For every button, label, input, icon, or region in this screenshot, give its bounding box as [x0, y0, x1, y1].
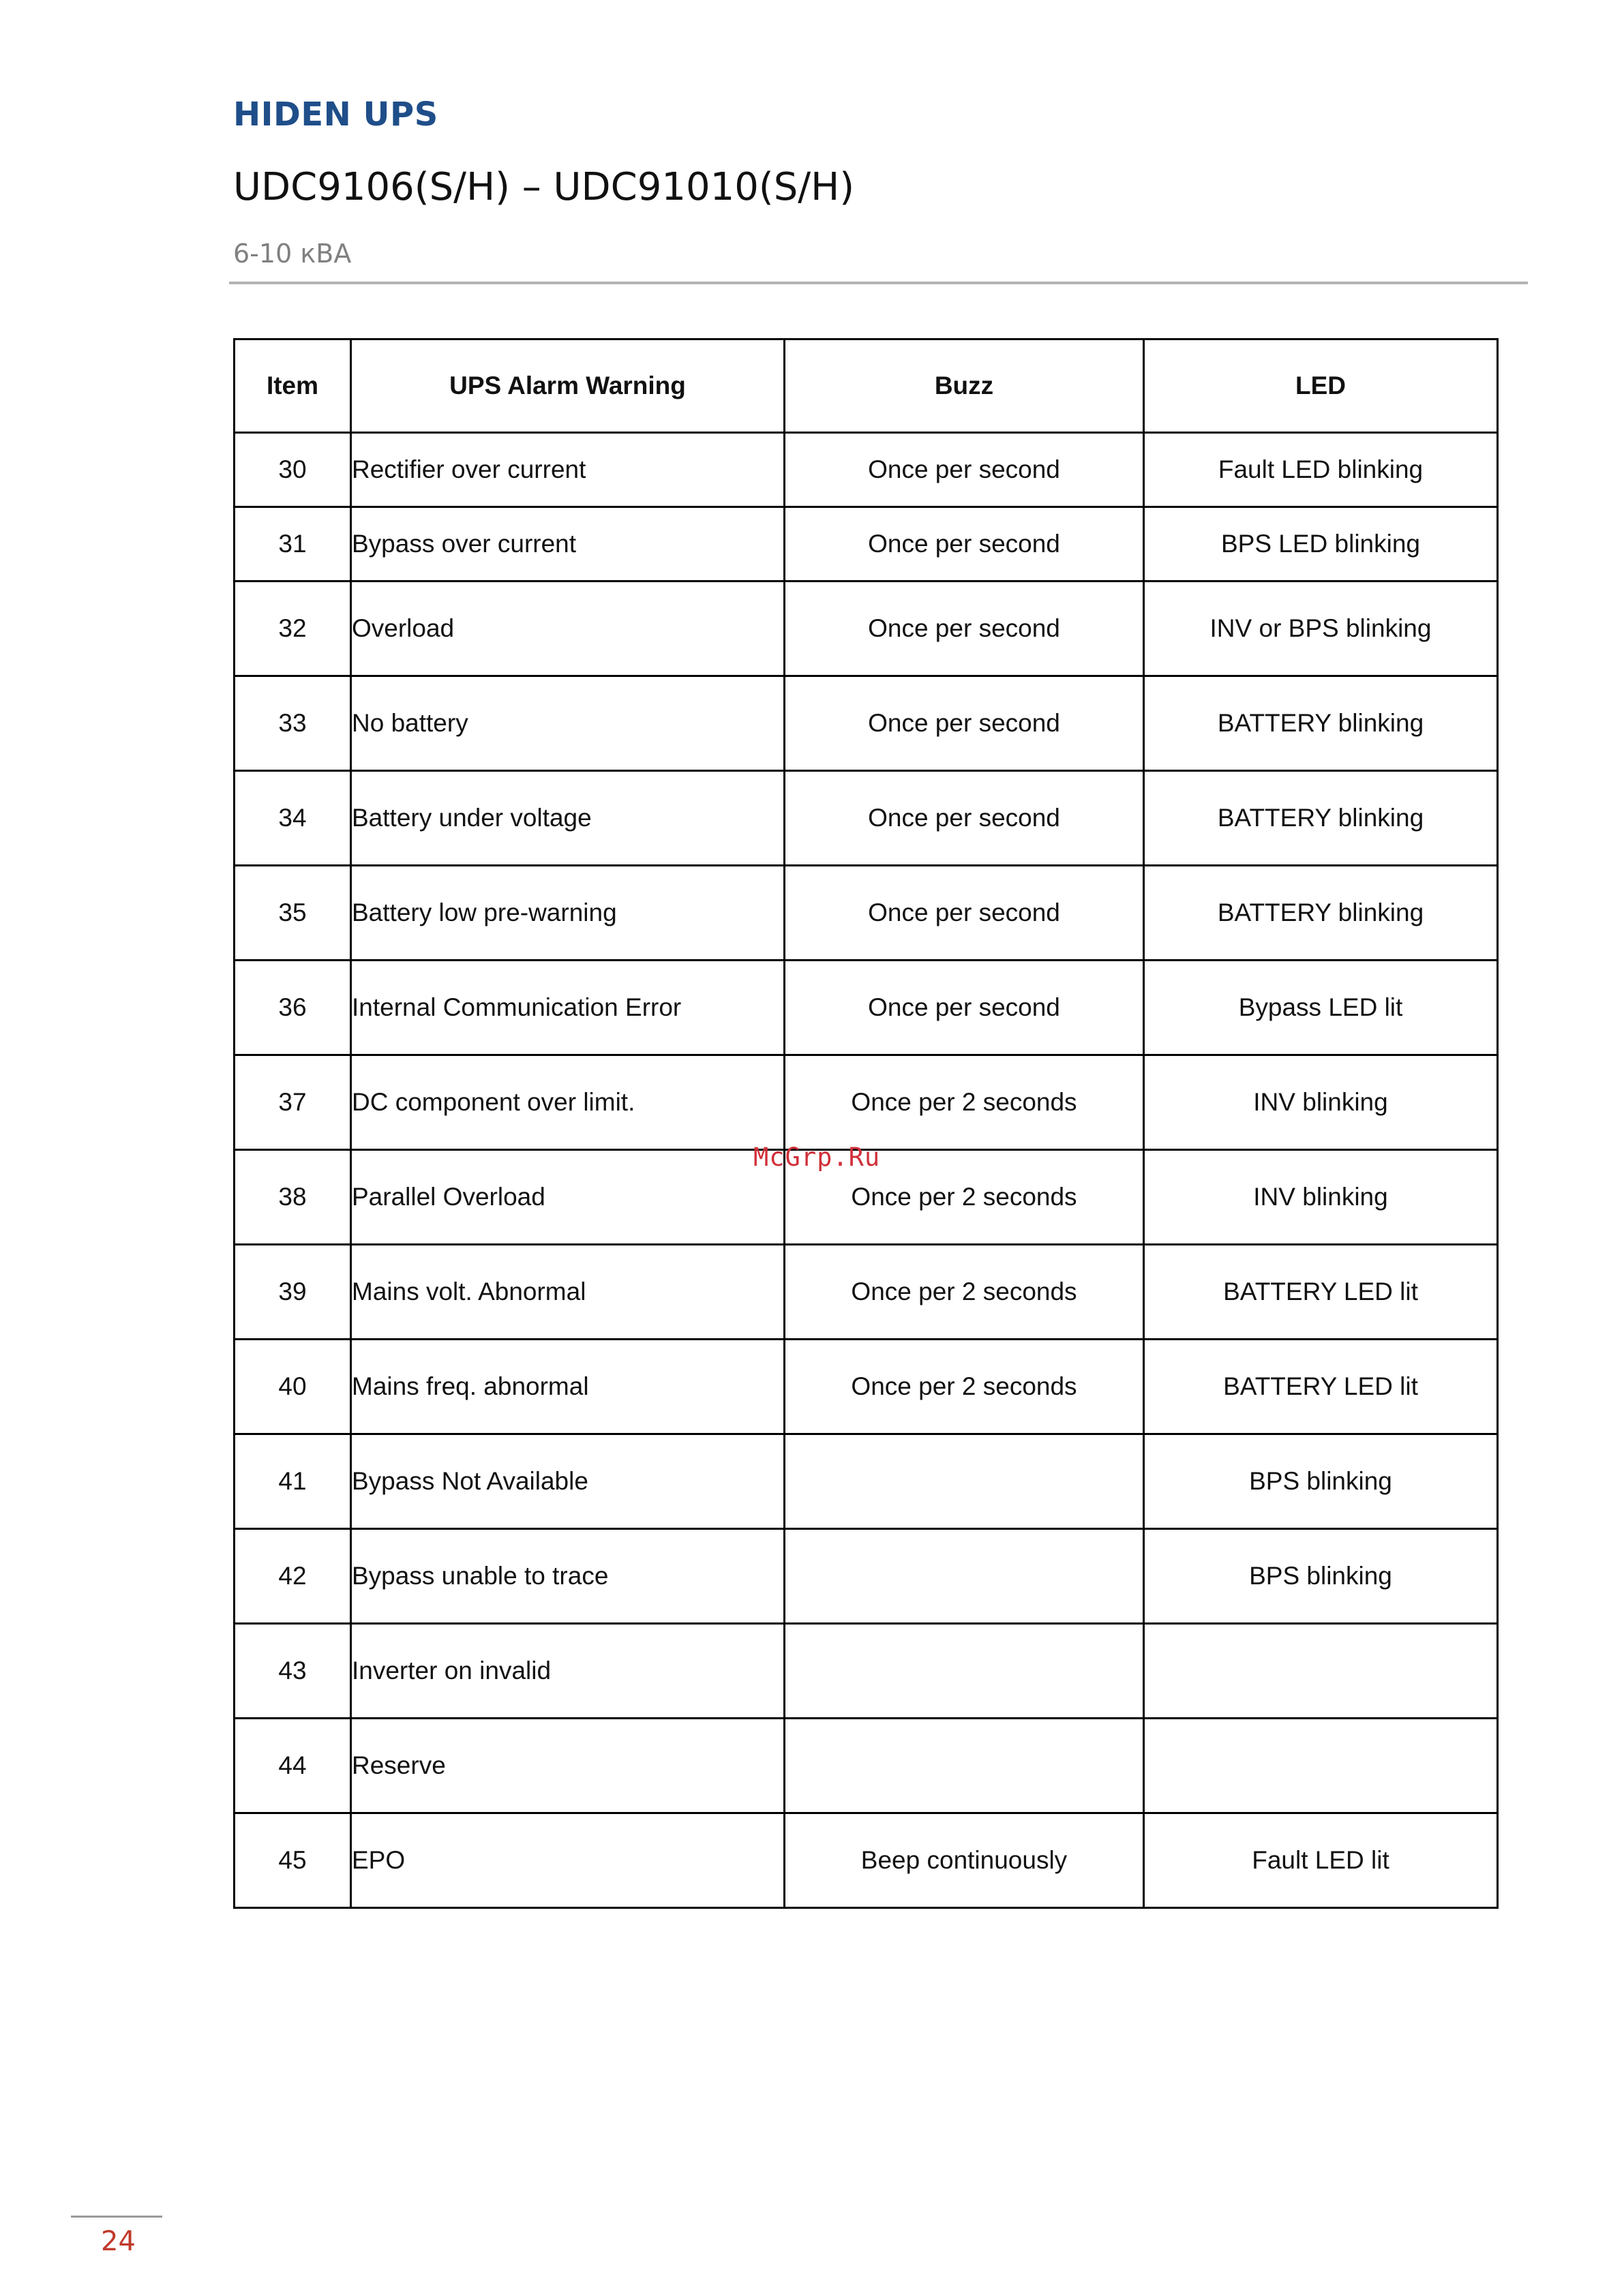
cell-item: 42 — [235, 1529, 351, 1624]
cell-led: BPS LED blinking — [1144, 507, 1498, 581]
table-row — [235, 1055, 1498, 1150]
table-row — [235, 1529, 1498, 1624]
table-row — [235, 1813, 1498, 1908]
cell-warning: Bypass unable to trace — [351, 1529, 785, 1624]
cell-warning: No battery — [351, 676, 785, 771]
table-row — [235, 1434, 1498, 1529]
cell-buzz — [785, 1434, 1144, 1529]
cell-warning: Bypass Not Available — [351, 1434, 785, 1529]
column-header-warning: UPS Alarm Warning — [351, 339, 785, 433]
cell-led: BATTERY blinking — [1144, 676, 1498, 771]
cell-item: 44 — [235, 1719, 351, 1813]
cell-item: 36 — [235, 961, 351, 1055]
cell-warning: Inverter on invalid — [351, 1624, 785, 1719]
cell-buzz: Once per second — [785, 507, 1144, 581]
table-row — [235, 1245, 1498, 1340]
cell-led: BATTERY blinking — [1144, 771, 1498, 866]
cell-led — [1144, 1624, 1498, 1719]
cell-item: 40 — [235, 1340, 351, 1434]
table-row — [235, 433, 1498, 507]
table-row — [235, 1340, 1498, 1434]
cell-item: 31 — [235, 507, 351, 581]
cell-item: 33 — [235, 676, 351, 771]
cell-warning: EPO — [351, 1813, 785, 1908]
cell-led: INV blinking — [1144, 1150, 1498, 1245]
cell-led: INV or BPS blinking — [1144, 581, 1498, 676]
cell-item: 30 — [235, 433, 351, 507]
cell-warning: Battery low pre-warning — [351, 866, 785, 961]
cell-item: 41 — [235, 1434, 351, 1529]
table-row — [235, 676, 1498, 771]
page-number: 24 — [101, 2226, 136, 2257]
cell-led: BATTERY LED lit — [1144, 1340, 1498, 1434]
power-range: 6-10 кВА — [233, 239, 352, 269]
cell-buzz: Once per 2 seconds — [785, 1055, 1144, 1150]
cell-warning: Overload — [351, 581, 785, 676]
cell-warning: Bypass over current — [351, 507, 785, 581]
alarm-table — [233, 338, 1499, 1909]
table-row — [235, 1719, 1498, 1813]
cell-buzz: Once per second — [785, 961, 1144, 1055]
cell-buzz: Once per 2 seconds — [785, 1150, 1144, 1245]
column-header-item: Item — [235, 339, 351, 433]
cell-buzz — [785, 1719, 1144, 1813]
cell-led: BPS blinking — [1144, 1529, 1498, 1624]
table-row — [235, 1624, 1498, 1719]
cell-led: Fault LED lit — [1144, 1813, 1498, 1908]
cell-led: BPS blinking — [1144, 1434, 1498, 1529]
cell-warning: DC component over limit. — [351, 1055, 785, 1150]
cell-led: BATTERY blinking — [1144, 866, 1498, 961]
header-divider — [229, 282, 1528, 284]
cell-item: 34 — [235, 771, 351, 866]
cell-warning: Mains volt. Abnormal — [351, 1245, 785, 1340]
table-header-row — [235, 339, 1498, 433]
cell-led — [1144, 1719, 1498, 1813]
table-row — [235, 581, 1498, 676]
cell-led: Bypass LED lit — [1144, 961, 1498, 1055]
cell-buzz: Beep continuously — [785, 1813, 1144, 1908]
cell-led: BATTERY LED lit — [1144, 1245, 1498, 1340]
cell-warning: Mains freq. abnormal — [351, 1340, 785, 1434]
cell-item: 38 — [235, 1150, 351, 1245]
cell-item: 39 — [235, 1245, 351, 1340]
cell-buzz: Once per second — [785, 433, 1144, 507]
cell-item: 43 — [235, 1624, 351, 1719]
cell-buzz — [785, 1624, 1144, 1719]
cell-item: 45 — [235, 1813, 351, 1908]
cell-warning: Parallel Overload — [351, 1150, 785, 1245]
watermark-text: McGrp.Ru — [753, 1143, 881, 1172]
table-row — [235, 507, 1498, 581]
brand-title: HIDEN UPS — [233, 95, 438, 134]
cell-item: 35 — [235, 866, 351, 961]
cell-warning: Rectifier over current — [351, 433, 785, 507]
cell-buzz: Once per second — [785, 581, 1144, 676]
table-row — [235, 961, 1498, 1055]
cell-led: INV blinking — [1144, 1055, 1498, 1150]
cell-buzz — [785, 1529, 1144, 1624]
table-row — [235, 866, 1498, 961]
column-header-buzz: Buzz — [785, 339, 1144, 433]
cell-warning: Reserve — [351, 1719, 785, 1813]
cell-buzz: Once per second — [785, 771, 1144, 866]
model-title: UDC9106(S/H) – UDC91010(S/H) — [233, 165, 855, 209]
cell-item: 32 — [235, 581, 351, 676]
cell-item: 37 — [235, 1055, 351, 1150]
cell-warning: Internal Communication Error — [351, 961, 785, 1055]
cell-warning: Battery under voltage — [351, 771, 785, 866]
footer-divider — [71, 2216, 162, 2218]
cell-buzz: Once per 2 seconds — [785, 1340, 1144, 1434]
cell-led: Fault LED blinking — [1144, 433, 1498, 507]
cell-buzz: Once per second — [785, 676, 1144, 771]
table-row — [235, 771, 1498, 866]
cell-buzz: Once per 2 seconds — [785, 1245, 1144, 1340]
cell-buzz: Once per second — [785, 866, 1144, 961]
column-header-led: LED — [1144, 339, 1498, 433]
